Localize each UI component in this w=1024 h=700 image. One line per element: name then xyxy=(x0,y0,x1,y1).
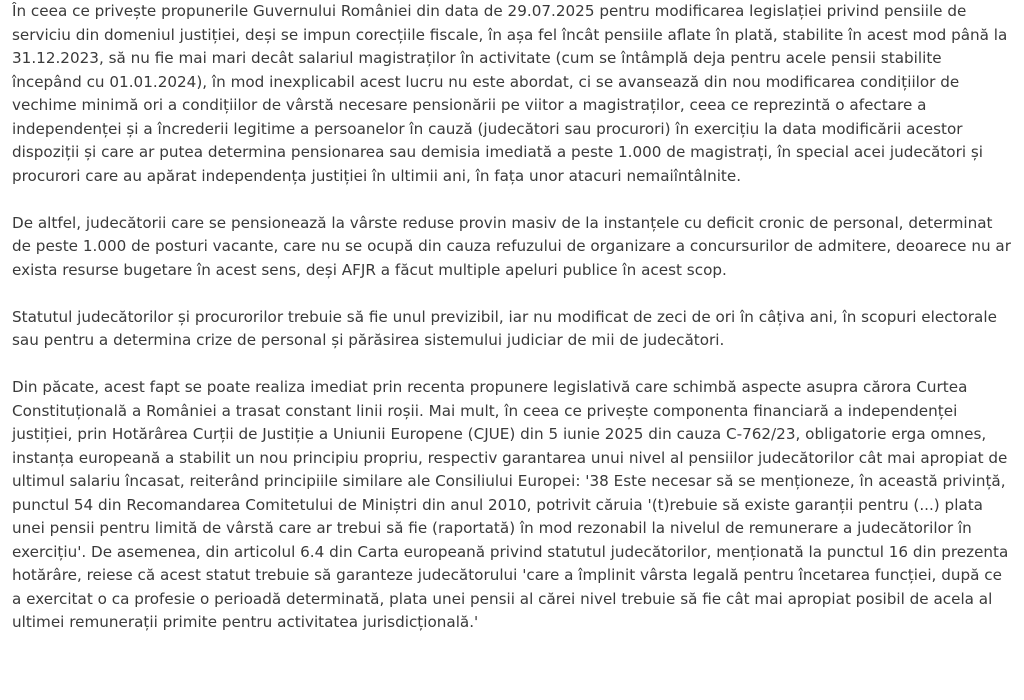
paragraph-predictable-statute: Statutul judecătorilor și procurorilor trebuie să fie unul previzibil, iar nu modificat de zeci de ori în câțiva ani, în scopuri electorale sau pentru a determina crize de personal și părăsirea sistemului judiciar de mii de judecători. xyxy=(12,307,997,349)
paragraph-staff-deficit: De altfel, judecătorii care se pensionează la vârste reduse provin masiv de la instanțele cu deficit cronic de personal, determinat de peste 1.000 de posturi vacante, care nu se ocupă din cauza refuzului de organizare a concursurilor de admitere, deoarece nu ar exista resurse bugetare în acest sens, deși AFJR a făcut multiple apeluri publice în acest scop. xyxy=(12,213,1011,279)
paragraph-pension-proposals: În ceea ce privește propunerile Guvernului României din data de 29.07.2025 pentru modificarea legislației privind pensiile de serviciu din domeniul justiției, deși se impun corecțiile fiscale, în așa fel încât pensiile aflate în plată, stabilite în acest mod până la 31.12.2023, să nu fie mai mari decât salariul magistraților în activitate (cum se întâmplă deja pentru acele pensii stabilite începând cu 01.01.2024), în mod inexplicabil acest lucru nu este abordat, ci se avansează din nou modificarea condițiilor de vechime minimă ori a condițiilor de vârstă necesare pensionării pe viitor a magistraților, ceea ce reprezintă o afectare a independenței și a încrederii legitime a persoanelor în cauză (judecători sau procurori) în exercițiu la data modificării acestor dispoziții și care ar putea determina pensionarea sau demisia imediată a peste 1.000 de magistrați, în special acei judecători și procurori care au apărat independența justiției în ultimii ani, în fața unor atacuri nemaiîntâlnite. xyxy=(12,2,1008,185)
article-body xyxy=(12,0,1012,658)
paragraph-cjue-ruling: Din păcate, acest fapt se poate realiza imediat prin recenta propunere legislativă care schimbă aspecte asupra cărora Curtea Constituțională a României a trasat constant linii roșii. Mai mult, în ceea ce privește componenta financiară a independenței justiției, prin Hotărârea Curții de Justiție a Uniunii Europene (CJUE) din 5 iunie 2025 din cauza C-762/23, obligatorie erga omnes, instanța europeană a stabilit un nou principiu propriu, respectiv garantarea unui nivel al pensiilor judecătorilor cât mai apropiat de ultimul salariu încasat, reiterând principiile similare ale Consiliului Europei: '38 Este necesar să se menționeze, în această privință, punctul 54 din Recomandarea Comitetului de Miniștri din anul 2010, potrivit căruia '(t)rebuie să existe garanții pentru (...) plata unei pensii pentru limită de vârstă care ar trebui să fie (raportată) în mod rezonabil la nivelul de remunerare a judecătorilor în exercițiu'. De asemenea, din articolul 6.4 din Carta europeană privind statutul judecătorilor, menționată la punctul 16 din prezenta hotărâre, reiese că acest statut trebuie să garanteze judecătorului 'care a împlinit vârsta legală pentru încetarea funcției, după ce a exercitat o ca profesie o perioadă determinată, plata unei pensii al cărei nivel trebuie să fie cât mai apropiat posibil de acela al ultimei remunerații primite pentru activitatea jurisdicțională.' xyxy=(12,378,1009,631)
